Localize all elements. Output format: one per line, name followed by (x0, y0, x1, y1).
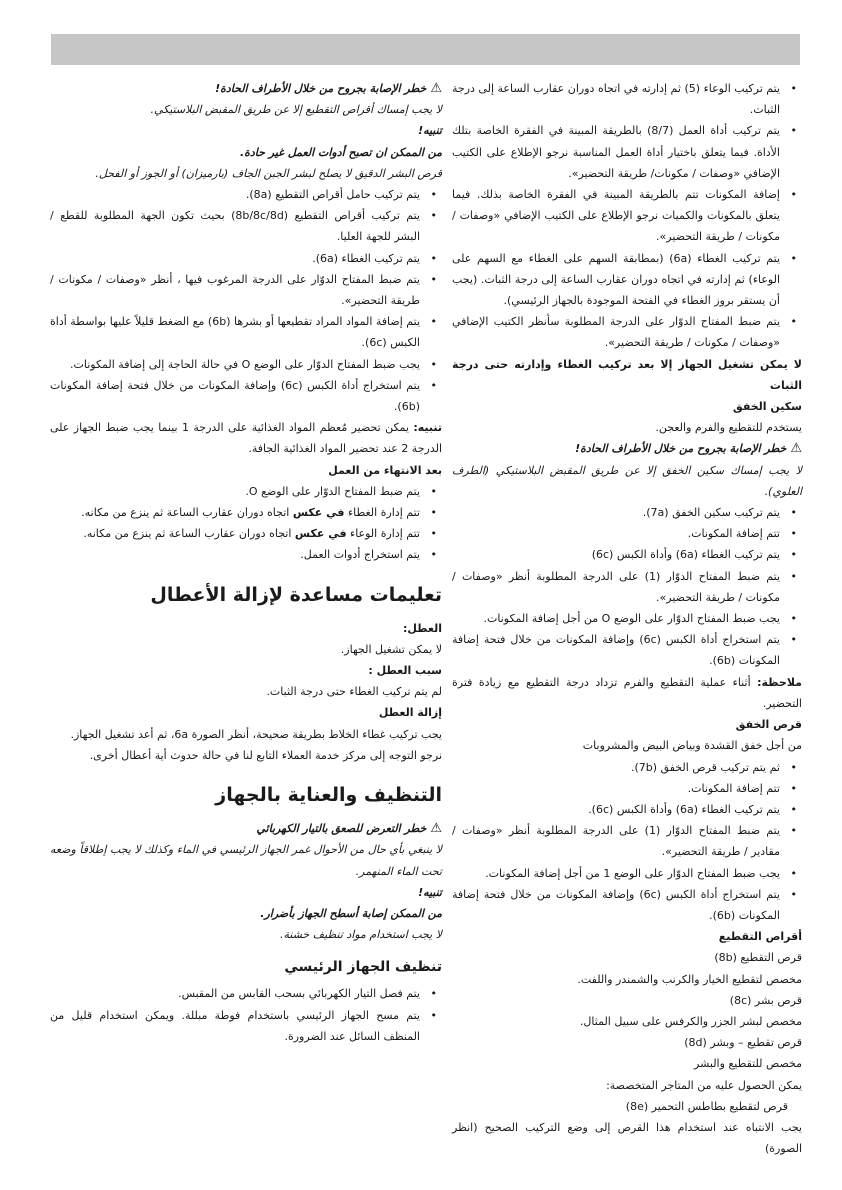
bullet-list (50, 983, 442, 1047)
list-item (50, 205, 442, 247)
bold-heading: سبب العطل : (368, 664, 442, 678)
bullet-icon: • (430, 272, 437, 286)
warning-heading (50, 78, 442, 99)
bullet-icon: • (790, 527, 797, 541)
note-paragraph (452, 672, 802, 714)
item-text: يتم استخراج أداة الكبس (6c) وإضافة المكونات من خلال فتحة إضافة المكونات (6b). (452, 887, 780, 922)
paragraph: قرص بشر (8c) (729, 993, 802, 1007)
item-text: يتم مسح الجهاز الرئيسي باستخدام فوطة مبللة. ويمكن استخدام قليل من المنظف السائل عند الضرورة. (50, 1008, 420, 1043)
item-text: يتم استخراج أداة الكبس (6c) وإضافة المكونات من خلال فتحة إضافة المكونات (6b). (50, 378, 421, 414)
warning-heading (50, 818, 442, 839)
bullet-icon: • (790, 824, 797, 838)
item-text: يتم تركيب الغطاء (6a) وأداة الكبس (6c) (591, 548, 780, 562)
item-text: اتجاه دوران عقارب الساعة ثم ينزع من مكانه. (81, 506, 293, 520)
list-item (50, 983, 442, 1004)
list-item (452, 544, 802, 565)
bullet-list (452, 78, 802, 354)
italic-text: لا ينبغي بأي حال من الأحوال غمر الجهاز الرئيسي في الماء وكذلك لا يجب إطلاقاً وضعه تحت الماء المنهمر. (50, 843, 442, 878)
list-item (452, 629, 802, 671)
italic-text: قرص البشر الدقيق لا يصلح لبشر الجبن الجاف (بارميزان) أو الجوز أو الفحل. (95, 166, 442, 180)
paragraph: يجب الانتباه عند استخدام هذا القرص إلى وضع التركيب الصحيح (انظر الصورة) (452, 1120, 802, 1156)
list-item (452, 799, 802, 820)
item-text: يتم استخراج أداة الكبس (6c) وإضافة المكونات من خلال فتحة إضافة المكونات (6b). (452, 633, 780, 668)
bullet-list (50, 184, 442, 417)
item-text: إضافة المكونات تتم بالطريقة المبينة في الفقرة الخاصة بذلك. فيما يتعلق بالمكونات والكميات نرجو الإطلاع على الكتيب الإضافي «وصفات / مكونات / طريقة التحضير». (452, 188, 780, 244)
item-text: يجب ضبط المفتاح الدوّار على الوضع 1 من أجل إضافة المكونات. (485, 866, 780, 880)
bullet-icon: • (430, 315, 437, 329)
bullet-icon: • (790, 781, 797, 795)
item-emphasis: في عكس (292, 506, 345, 520)
item-text: يتم ضبط المفتاح الدوّار على الوضع O. (245, 484, 420, 498)
item-text: تتم إضافة المكونات. (687, 781, 780, 795)
item-text: يتم فصل التيار الكهربائي بسحب القابس من المقبس. (178, 987, 420, 1001)
bullet-icon: • (430, 527, 437, 541)
item-text: تتم إضافة المكونات. (687, 527, 780, 541)
bullet-icon: • (430, 378, 437, 392)
list-item (50, 523, 442, 544)
bullet-icon: • (430, 251, 437, 265)
bullet-icon: • (790, 124, 797, 138)
item-text: اتجاه دوران عقارب الساعة ثم ينزع من مكانه. (83, 527, 295, 541)
list-item (50, 375, 442, 417)
header-band (51, 34, 800, 65)
bold-heading: العطل: (402, 621, 442, 635)
list-item (452, 78, 802, 120)
list-item (452, 311, 802, 353)
warning-text: خطر الإصابة بجروح من خلال الأطراف الحادة! (575, 442, 787, 456)
list-item (452, 566, 802, 608)
list-item (452, 248, 802, 312)
bullet-icon: • (790, 887, 797, 901)
item-text: يجب ضبط المفتاح الدوّار على الوضع O في حالة الحاجة إلى إضافة المكونات. (70, 357, 420, 371)
item-text: يتم تركيب الغطاء (6a). (312, 251, 420, 265)
bullet-icon: • (790, 569, 797, 583)
bullet-icon: • (790, 633, 797, 647)
subsection-heading: تنظيف الجهاز الرئيسي (284, 959, 442, 976)
italic-text: لا يجب استخدام مواد تنظيف خشنة. (279, 928, 442, 942)
note-text: أثناء عملية التقطيع والفرم تزداد درجة التقطيع مع زيادة فترة التحضير. (452, 675, 802, 710)
bullet-icon: • (790, 612, 797, 626)
italic-text: لا يجب إمساك أقراص التقطيع إلا عن طريق المقبض البلاستيكي. (150, 103, 442, 117)
list-item (452, 608, 802, 629)
paragraph: يستخدم للتقطيع والفرم والعجن. (655, 421, 802, 435)
item-text: يتم تركيب حامل أقراص التقطيع (8a). (245, 188, 420, 202)
bullet-icon: • (430, 209, 437, 223)
italic-text: لا يجب إمساك سكين الخفق إلا عن طريق المقبض البلاستيكي (الطرف العلوي). (452, 463, 802, 498)
caution-text: تنبيه! (418, 124, 442, 138)
list-item (452, 778, 802, 799)
bullet-icon: • (790, 315, 797, 329)
item-text: يتم ضبط المفتاح الدوّار على الدرجة المرغوب فيها ، أنظر «وصفات / مكونات / طريقة التحضير». (50, 272, 420, 308)
item-text: يتم تركيب الغطاء (6a) (بمطابقة السهم على الغطاء مع السهم على الوعاء) ثم إدارته في اتجاه دوران عقارب الساعة إلى درجة الثبات. (يجب أن يستقر بروز الغطاء في الفتحة الموجودة بالجهاز الرئيسي). (452, 251, 781, 308)
item-text: ثم يتم تركيب قرص الخفق (7b). (630, 760, 780, 774)
caution-text: من الممكن إصابة أسطح الجهاز بأضرار. (260, 906, 442, 920)
item-text: يتم إضافة المواد المراد تقطيعها أو بشرها (6b) مع الضغط قليلاً عليها بواسطة أداة الكبس (6c). (50, 315, 421, 350)
warning-heading (452, 438, 802, 459)
bullet-list (50, 481, 442, 566)
paragraph: يمكن الحصول عليه من المتاجر المتخصصة: (606, 1078, 802, 1092)
item-emphasis: في عكس (294, 527, 347, 541)
list-item (50, 248, 442, 269)
paragraph: يجب تركيب غطاء الخلاط بطريقة صحيحة، أنظر الصورة 6a، ثم أعد تشغيل الجهاز. (70, 727, 442, 741)
item-text: يتم ضبط المفتاح الدوّار (1) على الدرجة المطلوبة أنظر «وصفات / مكونات / طريقة التحضير». (452, 569, 781, 604)
bullet-icon: • (790, 866, 797, 880)
warning-triangle-icon: ⚠ (430, 821, 442, 837)
item-text: يجب ضبط المفتاح الدوّار على الوضع O من أجل إضافة المكونات. (483, 612, 780, 626)
bullet-icon: • (790, 506, 797, 520)
section-heading: تعليمات مساعدة لإزالة الأعطال (150, 583, 442, 606)
list-item (452, 502, 802, 523)
item-text: يتم استخراج أدوات العمل. (300, 548, 420, 562)
paragraph: مخصص للتقطيع والبشر (694, 1057, 802, 1071)
bullet-icon: • (790, 82, 797, 95)
bold-heading: لا يمكن تشغيل الجهاز إلا بعد تركيب الغطاء وإدارته حتى درجة الثبات (452, 357, 802, 392)
bullet-icon: • (430, 987, 437, 1001)
list-item (50, 544, 442, 565)
item-text: يتم ضبط المفتاح الدوّار (1) على الدرجة المطلوبة أنظر «وصفات / مقادير / طريقة التحضير». (452, 824, 781, 859)
note-label: ملاحظة: (757, 675, 802, 689)
bullet-list (452, 502, 802, 672)
right-column (452, 78, 802, 1159)
list-item (50, 1005, 442, 1047)
note-label: تنبيه: (413, 421, 442, 435)
bullet-icon: • (790, 188, 797, 202)
bullet-list (452, 757, 802, 927)
bullet-icon: • (430, 484, 437, 498)
left-column (50, 78, 442, 1047)
list-item (50, 269, 442, 311)
list-item (452, 884, 802, 926)
bullet-icon: • (790, 760, 797, 774)
paragraph: لا يمكن تشغيل الجهاز. (340, 642, 442, 656)
list-item (452, 757, 802, 778)
bullet-icon: • (790, 802, 797, 816)
bold-heading: إزالة العطل (378, 706, 442, 720)
paragraph: قرص تقطيع – وبشر (8d) (684, 1036, 802, 1050)
paragraph: قرص التقطيع (8b) (714, 951, 802, 965)
paragraph: قرص لتقطيع بطاطس التحمير (8e) (625, 1099, 788, 1113)
list-item (452, 120, 802, 184)
bullet-icon: • (430, 1008, 437, 1022)
bold-heading: سكين الخفق (732, 400, 802, 414)
paragraph: لم يتم تركيب الغطاء حتى درجة الثبات. (266, 685, 442, 699)
warning-text: خطر التعرض للصعق بالتيار الكهربائي (256, 822, 427, 836)
note-paragraph (50, 417, 442, 459)
bullet-icon: • (430, 548, 437, 562)
bullet-icon: • (430, 188, 437, 202)
bullet-icon: • (790, 548, 797, 562)
item-text: يتم تركيب الوعاء (5) ثم إدارته في اتجاه دوران عقارب الساعة إلى درجة الثبات. (452, 82, 780, 117)
list-item (50, 502, 442, 523)
note-text: يمكن تحضير مُعظم المواد الغذائية على الدرجة 1 بينما يجب ضبط الجهاز على الدرجة 2 عند تحضير المواد الغذائية الجافة. (50, 421, 442, 456)
item-text: يتم تركيب أداة العمل (8/7) بالطريقة المبينة في الفقرة الخاصة بتلك الأداة. فيما يتعلق باختيار أداة العمل المناسبة نرجو الإطلاع على الكتيب الإضافي «وصفات / مكونات/ طريقة التحضير». (452, 124, 780, 180)
warning-text: خطر الإصابة بجروح من خلال الأطراف الحادة! (215, 82, 427, 95)
warning-triangle-icon: ⚠ (790, 441, 802, 457)
list-item (50, 184, 442, 205)
list-item (452, 820, 802, 862)
list-item (50, 354, 442, 375)
warning-triangle-icon: ⚠ (430, 81, 442, 96)
bullet-icon: • (790, 251, 797, 265)
item-text: تتم إدارة الوعاء (346, 527, 420, 541)
bold-heading: أقراص التقطيع (718, 930, 802, 944)
bold-heading: قرص الخفق (735, 718, 802, 732)
list-item (452, 184, 802, 248)
bold-heading: بعد الانتهاء من العمل (328, 463, 442, 477)
list-item (452, 523, 802, 544)
list-item (50, 481, 442, 502)
list-item (452, 863, 802, 884)
item-text: يتم تركيب الغطاء (6a) وأداة الكبس (6c). (588, 802, 780, 816)
section-heading: التنظيف والعناية بالجهاز (215, 784, 442, 807)
paragraph: نرجو التوجه إلى مركز خدمة العملاء التابع لنا في حالة حدوث أية أعطال أخرى. (89, 748, 442, 762)
item-text: يتم تركيب سكين الخفق (7a). (642, 506, 780, 520)
item-text: تتم إدارة الغطاء (344, 506, 420, 520)
bullet-icon: • (430, 506, 437, 520)
item-text: يتم ضبط المفتاح الدوّار على الدرجة المطلوبة سأنظر الكتيب الإضافي «وصفات / مكونات / طريقة التحضير». (452, 315, 780, 350)
caution-text: تنبيه! (418, 885, 442, 899)
paragraph: مخصص لتقطيع الخيار والكرنب والشمندر واللفت. (577, 972, 802, 986)
bullet-icon: • (430, 357, 437, 371)
paragraph: من أجل خفق القشدة وبياض البيض والمشروبات (582, 739, 802, 753)
paragraph: مخصص لبشر الجزر والكرفس على سبيل المثال. (579, 1014, 802, 1028)
list-item (50, 311, 442, 353)
caution-text: من الممكن ان تصبح أدوات العمل غير حادة. (239, 145, 442, 159)
item-text: يتم تركيب أقراص التقطيع (8b/8c/8d) بحيث تكون الجهة المطلوبة للقطع / البشر للجهة العليا. (50, 209, 420, 244)
